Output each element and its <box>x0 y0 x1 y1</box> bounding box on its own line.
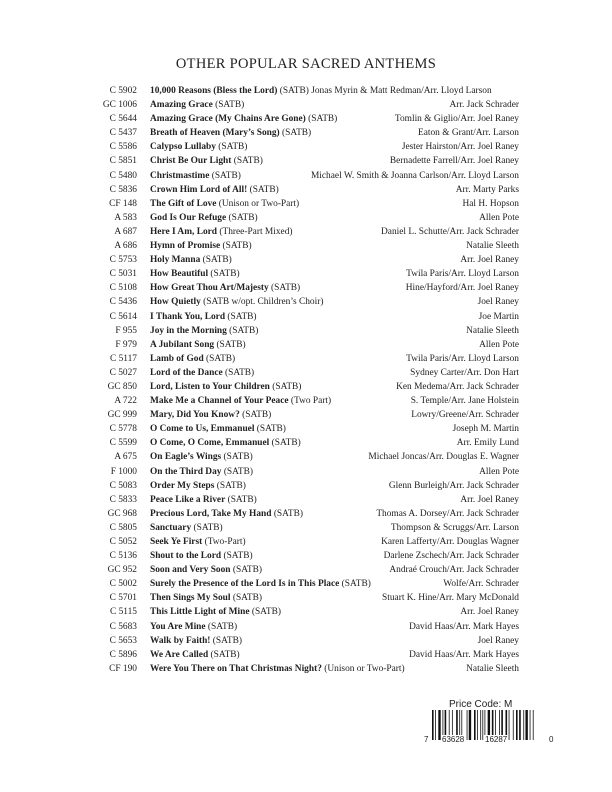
anthem-title-group <box>150 281 300 295</box>
catalog-code: C 5644 <box>109 114 137 125</box>
voicing: (SATB) <box>227 311 257 322</box>
voicing: (SATB) <box>232 565 263 576</box>
voicing: (SATB) <box>207 621 238 632</box>
voicing: (SATB w/opt. Children’s Choir) <box>203 297 324 308</box>
voicing: (SATB) <box>249 184 279 195</box>
anthem-title: Peace Like a River <box>150 494 226 505</box>
composer-credit: Allen Pote <box>479 212 519 223</box>
anthem-title-group <box>150 521 223 535</box>
anthem-row <box>0 535 612 549</box>
anthem-title: Seek Ye First <box>150 537 203 547</box>
anthem-title-group <box>150 324 258 338</box>
catalog-code: C 5480 <box>109 170 137 181</box>
anthem-title-group <box>150 338 246 352</box>
voicing: (SATB) <box>279 86 309 96</box>
anthem-title: 10,000 Reasons (Bless the Lord) <box>150 86 278 96</box>
composer-credit: David Haas/Arr. Mark Hayes <box>409 649 519 660</box>
anthem-title-group <box>150 479 246 493</box>
anthem-title: Shout to the Lord <box>150 551 222 562</box>
upc-digit-left: 7 <box>424 735 429 744</box>
voicing: (SATB) <box>272 381 302 392</box>
anthem-title-group <box>150 197 299 211</box>
catalog-code: C 5836 <box>109 184 137 195</box>
anthem-title: How Great Thou Art/Majesty <box>150 283 269 294</box>
voicing: (SATB) <box>222 241 252 252</box>
anthem-row <box>0 662 612 676</box>
anthem-title-group <box>150 620 237 634</box>
anthem-title: Lord, Listen to Your Children <box>150 381 270 392</box>
anthem-row <box>0 197 612 211</box>
catalog-code: F 979 <box>115 339 137 350</box>
composer-credit: Lowry/Greene/Arr. Schrader <box>411 410 519 421</box>
anthem-row <box>0 507 612 521</box>
anthem-title-group <box>150 563 262 577</box>
catalog-code: C 5614 <box>109 311 137 322</box>
anthem-title: Precious Lord, Take My Hand <box>150 508 272 519</box>
catalog-code: C 5778 <box>109 424 137 435</box>
catalog-code: C 5805 <box>109 522 137 533</box>
composer-credit: Andraé Crouch/Arr. Jack Schrader <box>389 565 519 576</box>
voicing: (SATB) <box>210 649 240 660</box>
anthem-title-group <box>150 605 281 619</box>
composer-credit: Joseph M. Martin <box>452 424 519 435</box>
anthem-title: Lamb of God <box>150 353 204 364</box>
anthem-title: This Little Light of Mine <box>150 607 250 618</box>
anthem-title: Here I Am, Lord <box>150 226 218 237</box>
voicing: (Three-Part Mixed) <box>219 226 293 237</box>
anthem-row <box>0 634 612 648</box>
composer-credit: Twila Paris/Arr. Lloyd Larson <box>406 353 519 364</box>
anthem-title: Surely the Presence of the Lord Is in This Place <box>150 579 340 590</box>
voicing: (SATB) <box>202 255 232 266</box>
anthem-title-group <box>150 295 323 309</box>
composer-credit: Natalie Sleeth <box>466 325 519 336</box>
anthem-title: Then Sings My Soul <box>150 593 231 604</box>
voicing: (SATB) <box>229 325 259 336</box>
anthem-title: Lord of the Dance <box>150 367 223 378</box>
composer-credit: S. Temple/Arr. Jane Holstein <box>410 396 519 407</box>
voicing: (Two Part) <box>290 396 332 407</box>
anthem-title: Joy in the Morning <box>150 325 227 336</box>
catalog-code: GC 999 <box>107 410 137 421</box>
anthem-row <box>0 239 612 253</box>
catalog-code: C 5586 <box>109 142 137 153</box>
anthem-row <box>0 84 612 98</box>
anthem-row <box>0 267 612 281</box>
anthem-row <box>0 98 612 112</box>
anthem-row <box>0 591 612 605</box>
anthem-title: Make Me a Channel of Your Peace <box>150 396 289 407</box>
catalog-code: C 5437 <box>109 128 137 139</box>
anthem-title-group <box>150 394 331 408</box>
upc-group-1: 63628 <box>442 735 465 744</box>
voicing: (SATB) <box>212 635 242 646</box>
anthem-row <box>0 225 612 239</box>
anthem-title-group <box>150 310 257 324</box>
anthem-title: God Is Our Refuge <box>150 212 227 223</box>
voicing: (SATB) <box>256 424 286 435</box>
anthem-title: We Are Called <box>150 649 209 660</box>
catalog-code: C 5002 <box>109 579 137 590</box>
voicing: (SATB) <box>308 114 338 125</box>
anthem-row <box>0 253 612 267</box>
anthem-title: Were You There on That Christmas Night? <box>150 663 322 674</box>
voicing: (SATB) <box>216 480 246 491</box>
composer-credit: Joe Martin <box>478 311 519 322</box>
catalog-code: GC 1006 <box>102 100 137 111</box>
composer-credit: Hine/Hayford/Arr. Joel Raney <box>405 283 519 294</box>
anthem-row <box>0 126 612 140</box>
anthem-row <box>0 154 612 168</box>
anthem-row <box>0 281 612 295</box>
catalog-code: CF 148 <box>109 198 137 209</box>
voicing: (SATB) <box>251 607 281 618</box>
voicing: (SATB) <box>242 410 272 421</box>
composer-credit: Ken Medema/Arr. Jack Schrader <box>396 381 519 392</box>
page-title: OTHER POPULAR SACRED ANTHEMS <box>175 56 437 72</box>
anthem-row <box>0 112 612 126</box>
anthem-row <box>0 169 612 183</box>
catalog-code: C 5031 <box>109 269 137 280</box>
anthem-row <box>0 605 612 619</box>
anthem-title-group <box>150 126 311 140</box>
voicing: (Unison or Two-Part) <box>324 663 405 674</box>
catalog-code: F 955 <box>115 325 137 336</box>
catalog-code: C 5115 <box>110 607 137 618</box>
catalog-code: C 5902 <box>109 86 137 96</box>
anthem-title-group <box>150 169 241 183</box>
anthem-title: I Thank You, Lord <box>150 311 226 322</box>
voicing: (SATB) <box>211 170 241 181</box>
anthem-title: Christmastime <box>150 170 210 181</box>
anthem-title-group <box>150 591 262 605</box>
anthem-row <box>0 479 612 493</box>
composer-credit: Glenn Burleigh/Arr. Jack Schrader <box>388 480 519 491</box>
catalog-code: C 5027 <box>109 367 137 378</box>
catalog-code: C 5083 <box>109 480 137 491</box>
anthem-title: The Gift of Love <box>150 198 217 209</box>
catalog-code: C 5599 <box>109 438 137 449</box>
catalog-code: C 5653 <box>109 635 137 646</box>
composer-credit: Jester Hairston/Arr. Joel Raney <box>401 142 519 153</box>
voicing: (SATB) <box>233 156 263 167</box>
voicing: (SATB) <box>218 142 248 153</box>
voicing: (SATB) <box>271 438 301 449</box>
anthem-row <box>0 380 612 394</box>
anthem-title: Walk by Faith! <box>150 635 211 646</box>
anthem-title: Crown Him Lord of All! <box>150 184 248 195</box>
anthem-title: Calypso Lullaby <box>150 142 216 153</box>
anthem-title-group <box>150 239 252 253</box>
anthem-title-group <box>150 183 279 197</box>
catalog-code: C 5436 <box>109 297 137 308</box>
catalog-code: C 5117 <box>110 353 137 364</box>
composer-credit: Arr. Joel Raney <box>460 255 519 266</box>
catalog-code: C 5136 <box>109 551 137 562</box>
voicing: (SATB) <box>232 593 263 604</box>
voicing: (SATB) <box>225 367 255 378</box>
anthem-title-group <box>150 662 405 676</box>
anthem-title-group <box>150 577 371 591</box>
composer-credit: Bernadette Farrell/Arr. Joel Raney <box>389 156 519 167</box>
composer-credit: David Haas/Arr. Mark Hayes <box>409 621 519 632</box>
anthem-row <box>0 563 612 577</box>
anthem-row <box>0 408 612 422</box>
anthem-title: Amazing Grace <box>150 100 213 111</box>
anthem-title-group <box>150 493 257 507</box>
composer-credit: Wolfe/Arr. Schrader <box>443 579 519 590</box>
voicing: (SATB) <box>210 269 240 280</box>
catalog-code: A 675 <box>114 452 137 463</box>
anthem-title-group <box>150 535 246 549</box>
composer-credit: Arr. Marty Parks <box>455 184 519 195</box>
anthem-title-group <box>150 648 240 662</box>
composer-credit: Allen Pote <box>479 466 519 477</box>
anthem-title: A Jubilant Song <box>150 339 215 350</box>
voicing: (SATB) <box>227 494 257 505</box>
voicing: (SATB) <box>223 551 253 562</box>
anthem-title: On the Third Day <box>150 466 222 477</box>
anthem-title: Mary, Did You Know? <box>150 410 240 421</box>
composer-credit: Hal H. Hopson <box>462 198 519 209</box>
anthem-title-group <box>150 507 303 521</box>
voicing: (SATB) <box>282 128 312 139</box>
voicing: (SATB) <box>216 339 246 350</box>
voicing: (SATB) <box>215 100 245 111</box>
anthem-row <box>0 493 612 507</box>
catalog-code: GC 968 <box>107 508 137 519</box>
catalog-code: C 5683 <box>109 621 137 632</box>
anthem-title: You Are Mine <box>150 621 206 632</box>
anthem-title: How Beautiful <box>150 269 209 280</box>
catalog-code: C 5896 <box>109 649 137 660</box>
composer-credit: Natalie Sleeth <box>466 663 519 674</box>
voicing: (SATB) <box>223 452 253 463</box>
catalog-code: CF 190 <box>109 663 137 674</box>
composer-credit: Darlene Zschech/Arr. Jack Schrader <box>383 551 519 562</box>
anthem-row <box>0 183 612 197</box>
anthem-title-group <box>150 154 263 168</box>
anthem-row <box>0 394 612 408</box>
voicing: (SATB) <box>228 212 258 223</box>
catalog-code: GC 850 <box>107 381 137 392</box>
price-code: Price Code: M <box>449 699 513 710</box>
anthem-title-group <box>150 366 254 380</box>
anthem-row <box>0 295 612 309</box>
anthem-row <box>0 338 612 352</box>
anthem-row <box>0 549 612 563</box>
catalog-code: A 583 <box>114 212 137 223</box>
anthem-title-group <box>150 450 253 464</box>
anthem-title: Hymn of Promise <box>150 241 221 252</box>
anthem-title: Order My Steps <box>150 480 215 491</box>
anthem-title-group <box>150 380 301 394</box>
anthem-title-group <box>150 211 258 225</box>
anthem-title-group <box>150 422 286 436</box>
composer-credit: Joel Raney <box>477 297 519 308</box>
voicing: (SATB) <box>223 466 253 477</box>
anthem-row <box>0 324 612 338</box>
composer-credit: Michael W. Smith & Joanna Carlson/Arr. Lloyd Larson <box>310 170 519 181</box>
voicing: (Two-Part) <box>204 537 246 547</box>
composer-credit: Eaton & Grant/Arr. Larson <box>417 128 519 139</box>
anthem-row <box>0 366 612 380</box>
anthem-title-group <box>150 549 253 563</box>
catalog-code: F 1000 <box>110 466 137 477</box>
anthem-title-group <box>150 465 253 479</box>
catalog-code: A 686 <box>114 241 137 252</box>
anthem-row <box>0 450 612 464</box>
anthem-row <box>0 310 612 324</box>
anthem-row <box>0 577 612 591</box>
anthem-title: On Eagle’s Wings <box>150 452 222 463</box>
anthem-title-group <box>150 84 492 98</box>
anthem-title-group <box>150 140 247 154</box>
catalog-code: A 687 <box>114 226 137 237</box>
anthem-row <box>0 620 612 634</box>
anthem-row <box>0 211 612 225</box>
composer-credit: Thomas A. Dorsey/Arr. Jack Schrader <box>376 508 519 519</box>
anthem-row <box>0 422 612 436</box>
composer-credit: Jonas Myrin & Matt Redman/Arr. Lloyd Larson <box>311 86 492 96</box>
anthem-row <box>0 140 612 154</box>
composer-credit: Joel Raney <box>477 635 519 646</box>
catalog-code: C 5701 <box>109 593 137 604</box>
anthem-title: Christ Be Our Light <box>150 156 232 167</box>
anthem-title: Holy Manna <box>150 255 201 266</box>
composer-credit: Sydney Carter/Arr. Don Hart <box>410 367 519 378</box>
anthem-list <box>0 84 612 676</box>
anthem-title-group <box>150 98 244 112</box>
voicing: (Unison or Two-Part) <box>218 198 300 209</box>
catalog-code: C 5052 <box>109 537 137 547</box>
anthem-title-group <box>150 634 242 648</box>
voicing: (SATB) <box>271 283 301 294</box>
catalog-code: A 722 <box>114 396 137 407</box>
upc-group-2: 16287 <box>485 735 508 744</box>
voicing: (SATB) <box>206 353 236 364</box>
composer-credit: Stuart K. Hine/Arr. Mary McDonald <box>382 593 519 604</box>
composer-credit: Allen Pote <box>479 339 519 350</box>
upc-digit-right: 0 <box>549 735 554 744</box>
composer-credit: Arr. Joel Raney <box>460 607 519 618</box>
voicing: (SATB) <box>341 579 371 590</box>
anthem-title-group <box>150 225 293 239</box>
catalog-code: C 5108 <box>109 283 137 294</box>
anthem-title: O Come to Us, Emmanuel <box>150 424 255 435</box>
anthem-title-group <box>150 267 240 281</box>
anthem-title-group <box>150 408 271 422</box>
composer-credit: Michael Joncas/Arr. Douglas E. Wagner <box>368 452 519 463</box>
catalog-code: GC 952 <box>107 565 137 576</box>
anthem-title-group <box>150 352 235 366</box>
composer-credit: Arr. Emily Lund <box>456 438 519 449</box>
anthem-title: O Come, O Come, Emmanuel <box>150 438 270 449</box>
anthem-title: Sanctuary <box>150 522 192 533</box>
anthem-title: How Quietly <box>150 297 201 308</box>
composer-credit: Arr. Joel Raney <box>460 494 519 505</box>
voicing: (SATB) <box>273 508 303 519</box>
anthem-row <box>0 648 612 662</box>
voicing: (SATB) <box>193 522 223 533</box>
anthem-title: Amazing Grace (My Chains Are Gone) <box>150 114 306 125</box>
anthem-title: Soon and Very Soon <box>150 565 231 576</box>
composer-credit: Arr. Jack Schrader <box>449 100 519 111</box>
anthem-row <box>0 352 612 366</box>
anthem-row <box>0 521 612 535</box>
catalog-code: C 5851 <box>109 156 137 167</box>
anthem-row <box>0 465 612 479</box>
anthem-title: Breath of Heaven (Mary’s Song) <box>150 128 280 139</box>
composer-credit: Karen Lafferty/Arr. Douglas Wagner <box>381 537 519 547</box>
composer-credit: Daniel L. Schutte/Arr. Jack Schrader <box>381 226 519 237</box>
anthem-title-group <box>150 436 301 450</box>
composer-credit: Tomlin & Giglio/Arr. Joel Raney <box>394 114 519 125</box>
composer-credit: Twila Paris/Arr. Lloyd Larson <box>406 269 519 280</box>
catalog-code: C 5833 <box>109 494 137 505</box>
composer-credit: Thompson & Scruggs/Arr. Larson <box>390 522 519 533</box>
catalog-code: C 5753 <box>109 255 137 266</box>
anthem-title-group <box>150 112 337 126</box>
composer-credit: Natalie Sleeth <box>466 241 519 252</box>
anthem-row <box>0 436 612 450</box>
anthem-title-group <box>150 253 232 267</box>
